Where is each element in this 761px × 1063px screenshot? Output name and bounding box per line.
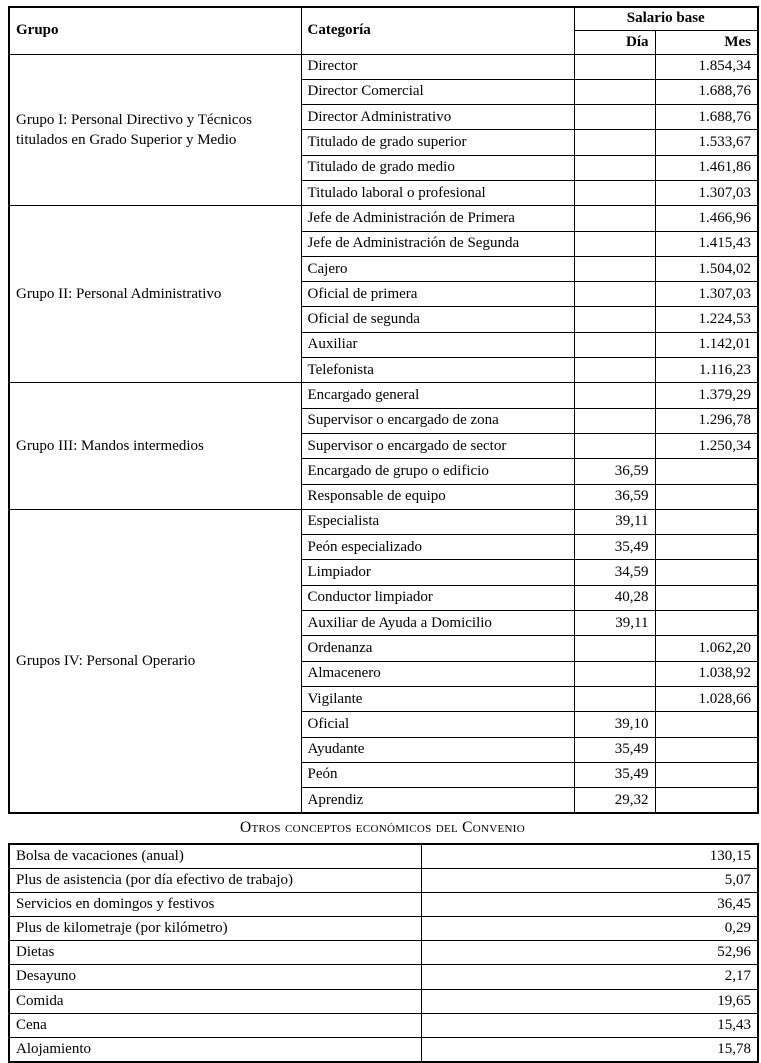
categoria-cell: Especialista	[301, 509, 574, 534]
salario-mes-cell: 1.116,23	[655, 358, 758, 383]
salario-mes-cell: 1.688,76	[655, 79, 758, 104]
salario-dia-cell: 35,49	[574, 737, 655, 762]
salario-dia-cell	[574, 155, 655, 180]
categoria-cell: Titulado laboral o profesional	[301, 180, 574, 205]
salario-dia-cell	[574, 686, 655, 711]
otros-conceptos-table	[8, 843, 759, 1063]
salario-mes-cell	[655, 560, 758, 585]
salario-mes-cell	[655, 585, 758, 610]
salario-mes-cell	[655, 611, 758, 636]
salario-dia-cell: 39,10	[574, 712, 655, 737]
group-name-cell: Grupo III: Mandos intermedios	[9, 383, 301, 509]
concepto-label-cell: Desayuno	[9, 965, 421, 989]
concepto-row	[9, 1037, 758, 1061]
salario-dia-cell: 29,32	[574, 788, 655, 813]
salary-row	[9, 383, 758, 408]
column-header-grupo: Grupo	[9, 7, 301, 54]
categoria-cell: Peón especializado	[301, 535, 574, 560]
concepto-row	[9, 916, 758, 940]
categoria-cell: Director Administrativo	[301, 105, 574, 130]
categoria-cell: Almacenero	[301, 661, 574, 686]
categoria-cell: Oficial de primera	[301, 282, 574, 307]
concepto-row	[9, 965, 758, 989]
salario-dia-cell	[574, 661, 655, 686]
categoria-cell: Supervisor o encargado de zona	[301, 408, 574, 433]
salario-dia-cell	[574, 180, 655, 205]
categoria-cell: Director Comercial	[301, 79, 574, 104]
salario-mes-cell: 1.379,29	[655, 383, 758, 408]
otros-conceptos-title: Otros conceptos económicos del Convenio	[239, 818, 526, 836]
categoria-cell: Limpiador	[301, 560, 574, 585]
salario-dia-cell: 34,59	[574, 560, 655, 585]
salario-mes-cell: 1.533,67	[655, 130, 758, 155]
salary-row	[9, 206, 758, 231]
concepto-label-cell: Alojamiento	[9, 1037, 421, 1061]
salary-table	[8, 6, 759, 814]
salary-row	[9, 54, 758, 79]
categoria-cell: Jefe de Administración de Segunda	[301, 231, 574, 256]
concepto-label-cell: Comida	[9, 989, 421, 1013]
concepto-label-cell: Plus de kilometraje (por kilómetro)	[9, 916, 421, 940]
salario-mes-cell	[655, 535, 758, 560]
salario-dia-cell: 36,59	[574, 459, 655, 484]
salario-mes-cell	[655, 712, 758, 737]
categoria-cell: Jefe de Administración de Primera	[301, 206, 574, 231]
concepto-row	[9, 941, 758, 965]
categoria-cell: Encargado de grupo o edificio	[301, 459, 574, 484]
salario-dia-cell	[574, 433, 655, 458]
salario-mes-cell: 1.688,76	[655, 105, 758, 130]
salary-table-header	[9, 7, 758, 54]
salario-mes-cell	[655, 484, 758, 509]
concepto-importe-cell: 15,78	[421, 1037, 758, 1061]
salario-dia-cell: 39,11	[574, 611, 655, 636]
concepto-row	[9, 844, 758, 868]
categoria-cell: Responsable de equipo	[301, 484, 574, 509]
salario-mes-cell	[655, 459, 758, 484]
categoria-cell: Titulado de grado superior	[301, 130, 574, 155]
salario-mes-cell	[655, 737, 758, 762]
salario-mes-cell: 1.038,92	[655, 661, 758, 686]
concepto-row	[9, 892, 758, 916]
column-header-categoria: Categoría	[301, 7, 574, 54]
salario-mes-cell: 1.504,02	[655, 256, 758, 281]
salario-dia-cell	[574, 54, 655, 79]
salario-mes-cell: 1.415,43	[655, 231, 758, 256]
salario-dia-cell	[574, 383, 655, 408]
categoria-cell: Encargado general	[301, 383, 574, 408]
salario-dia-cell	[574, 332, 655, 357]
salario-dia-cell	[574, 408, 655, 433]
salario-mes-cell	[655, 762, 758, 787]
salario-dia-cell: 39,11	[574, 509, 655, 534]
categoria-cell: Aprendiz	[301, 788, 574, 813]
salario-mes-cell	[655, 509, 758, 534]
concepto-importe-cell: 0,29	[421, 916, 758, 940]
group-name-cell: Grupo I: Personal Directivo y Técnicos titulados en Grado Superior y Medio	[9, 54, 301, 206]
concepto-label-cell: Servicios en domingos y festivos	[9, 892, 421, 916]
salario-dia-cell: 40,28	[574, 585, 655, 610]
concepto-importe-cell: 2,17	[421, 965, 758, 989]
concepto-importe-cell: 19,65	[421, 989, 758, 1013]
concepto-label-cell: Bolsa de vacaciones (anual)	[9, 844, 421, 868]
salario-mes-cell: 1.461,86	[655, 155, 758, 180]
categoria-cell: Vigilante	[301, 686, 574, 711]
salario-mes-cell: 1.224,53	[655, 307, 758, 332]
column-header-dia: Día	[574, 30, 655, 54]
concepto-importe-cell: 130,15	[421, 844, 758, 868]
concepto-importe-cell: 36,45	[421, 892, 758, 916]
salario-mes-cell: 1.296,78	[655, 408, 758, 433]
salario-mes-cell: 1.062,20	[655, 636, 758, 661]
concepto-label-cell: Dietas	[9, 941, 421, 965]
salario-dia-cell	[574, 256, 655, 281]
categoria-cell: Conductor limpiador	[301, 585, 574, 610]
categoria-cell: Auxiliar de Ayuda a Domicilio	[301, 611, 574, 636]
salario-dia-cell: 36,59	[574, 484, 655, 509]
categoria-cell: Peón	[301, 762, 574, 787]
salario-dia-cell: 35,49	[574, 535, 655, 560]
categoria-cell: Oficial	[301, 712, 574, 737]
salario-dia-cell	[574, 105, 655, 130]
salario-dia-cell	[574, 79, 655, 104]
salario-mes-cell: 1.142,01	[655, 332, 758, 357]
group-name-cell: Grupo II: Personal Administrativo	[9, 206, 301, 383]
categoria-cell: Oficial de segunda	[301, 307, 574, 332]
salario-dia-cell: 35,49	[574, 762, 655, 787]
concepto-row	[9, 868, 758, 892]
categoria-cell: Director	[301, 54, 574, 79]
column-header-salario-base: Salario base	[574, 7, 758, 30]
salario-dia-cell	[574, 231, 655, 256]
concepto-label-cell: Cena	[9, 1013, 421, 1037]
salario-dia-cell	[574, 636, 655, 661]
group-name-cell: Grupos IV: Personal Operario	[9, 509, 301, 813]
salario-mes-cell: 1.307,03	[655, 180, 758, 205]
salario-dia-cell	[574, 358, 655, 383]
concepto-importe-cell: 15,43	[421, 1013, 758, 1037]
salario-mes-cell	[655, 788, 758, 813]
concepto-row	[9, 989, 758, 1013]
concepto-label-cell: Plus de asistencia (por día efectivo de trabajo)	[9, 868, 421, 892]
concepto-importe-cell: 5,07	[421, 868, 758, 892]
categoria-cell: Supervisor o encargado de sector	[301, 433, 574, 458]
categoria-cell: Telefonista	[301, 358, 574, 383]
column-header-mes: Mes	[655, 30, 758, 54]
categoria-cell: Cajero	[301, 256, 574, 281]
salario-mes-cell: 1.466,96	[655, 206, 758, 231]
categoria-cell: Ayudante	[301, 737, 574, 762]
concepto-importe-cell: 52,96	[421, 941, 758, 965]
salario-mes-cell: 1.028,66	[655, 686, 758, 711]
categoria-cell: Auxiliar	[301, 332, 574, 357]
salario-dia-cell	[574, 130, 655, 155]
salario-dia-cell	[574, 282, 655, 307]
salario-dia-cell	[574, 307, 655, 332]
salario-mes-cell: 1.854,34	[655, 54, 758, 79]
concepto-row	[9, 1013, 758, 1037]
salary-row	[9, 509, 758, 534]
categoria-cell: Ordenanza	[301, 636, 574, 661]
salario-mes-cell: 1.250,34	[655, 433, 758, 458]
salario-mes-cell: 1.307,03	[655, 282, 758, 307]
salario-dia-cell	[574, 206, 655, 231]
otros-conceptos-body	[9, 844, 758, 1062]
salary-table-body	[9, 54, 758, 813]
categoria-cell: Titulado de grado medio	[301, 155, 574, 180]
